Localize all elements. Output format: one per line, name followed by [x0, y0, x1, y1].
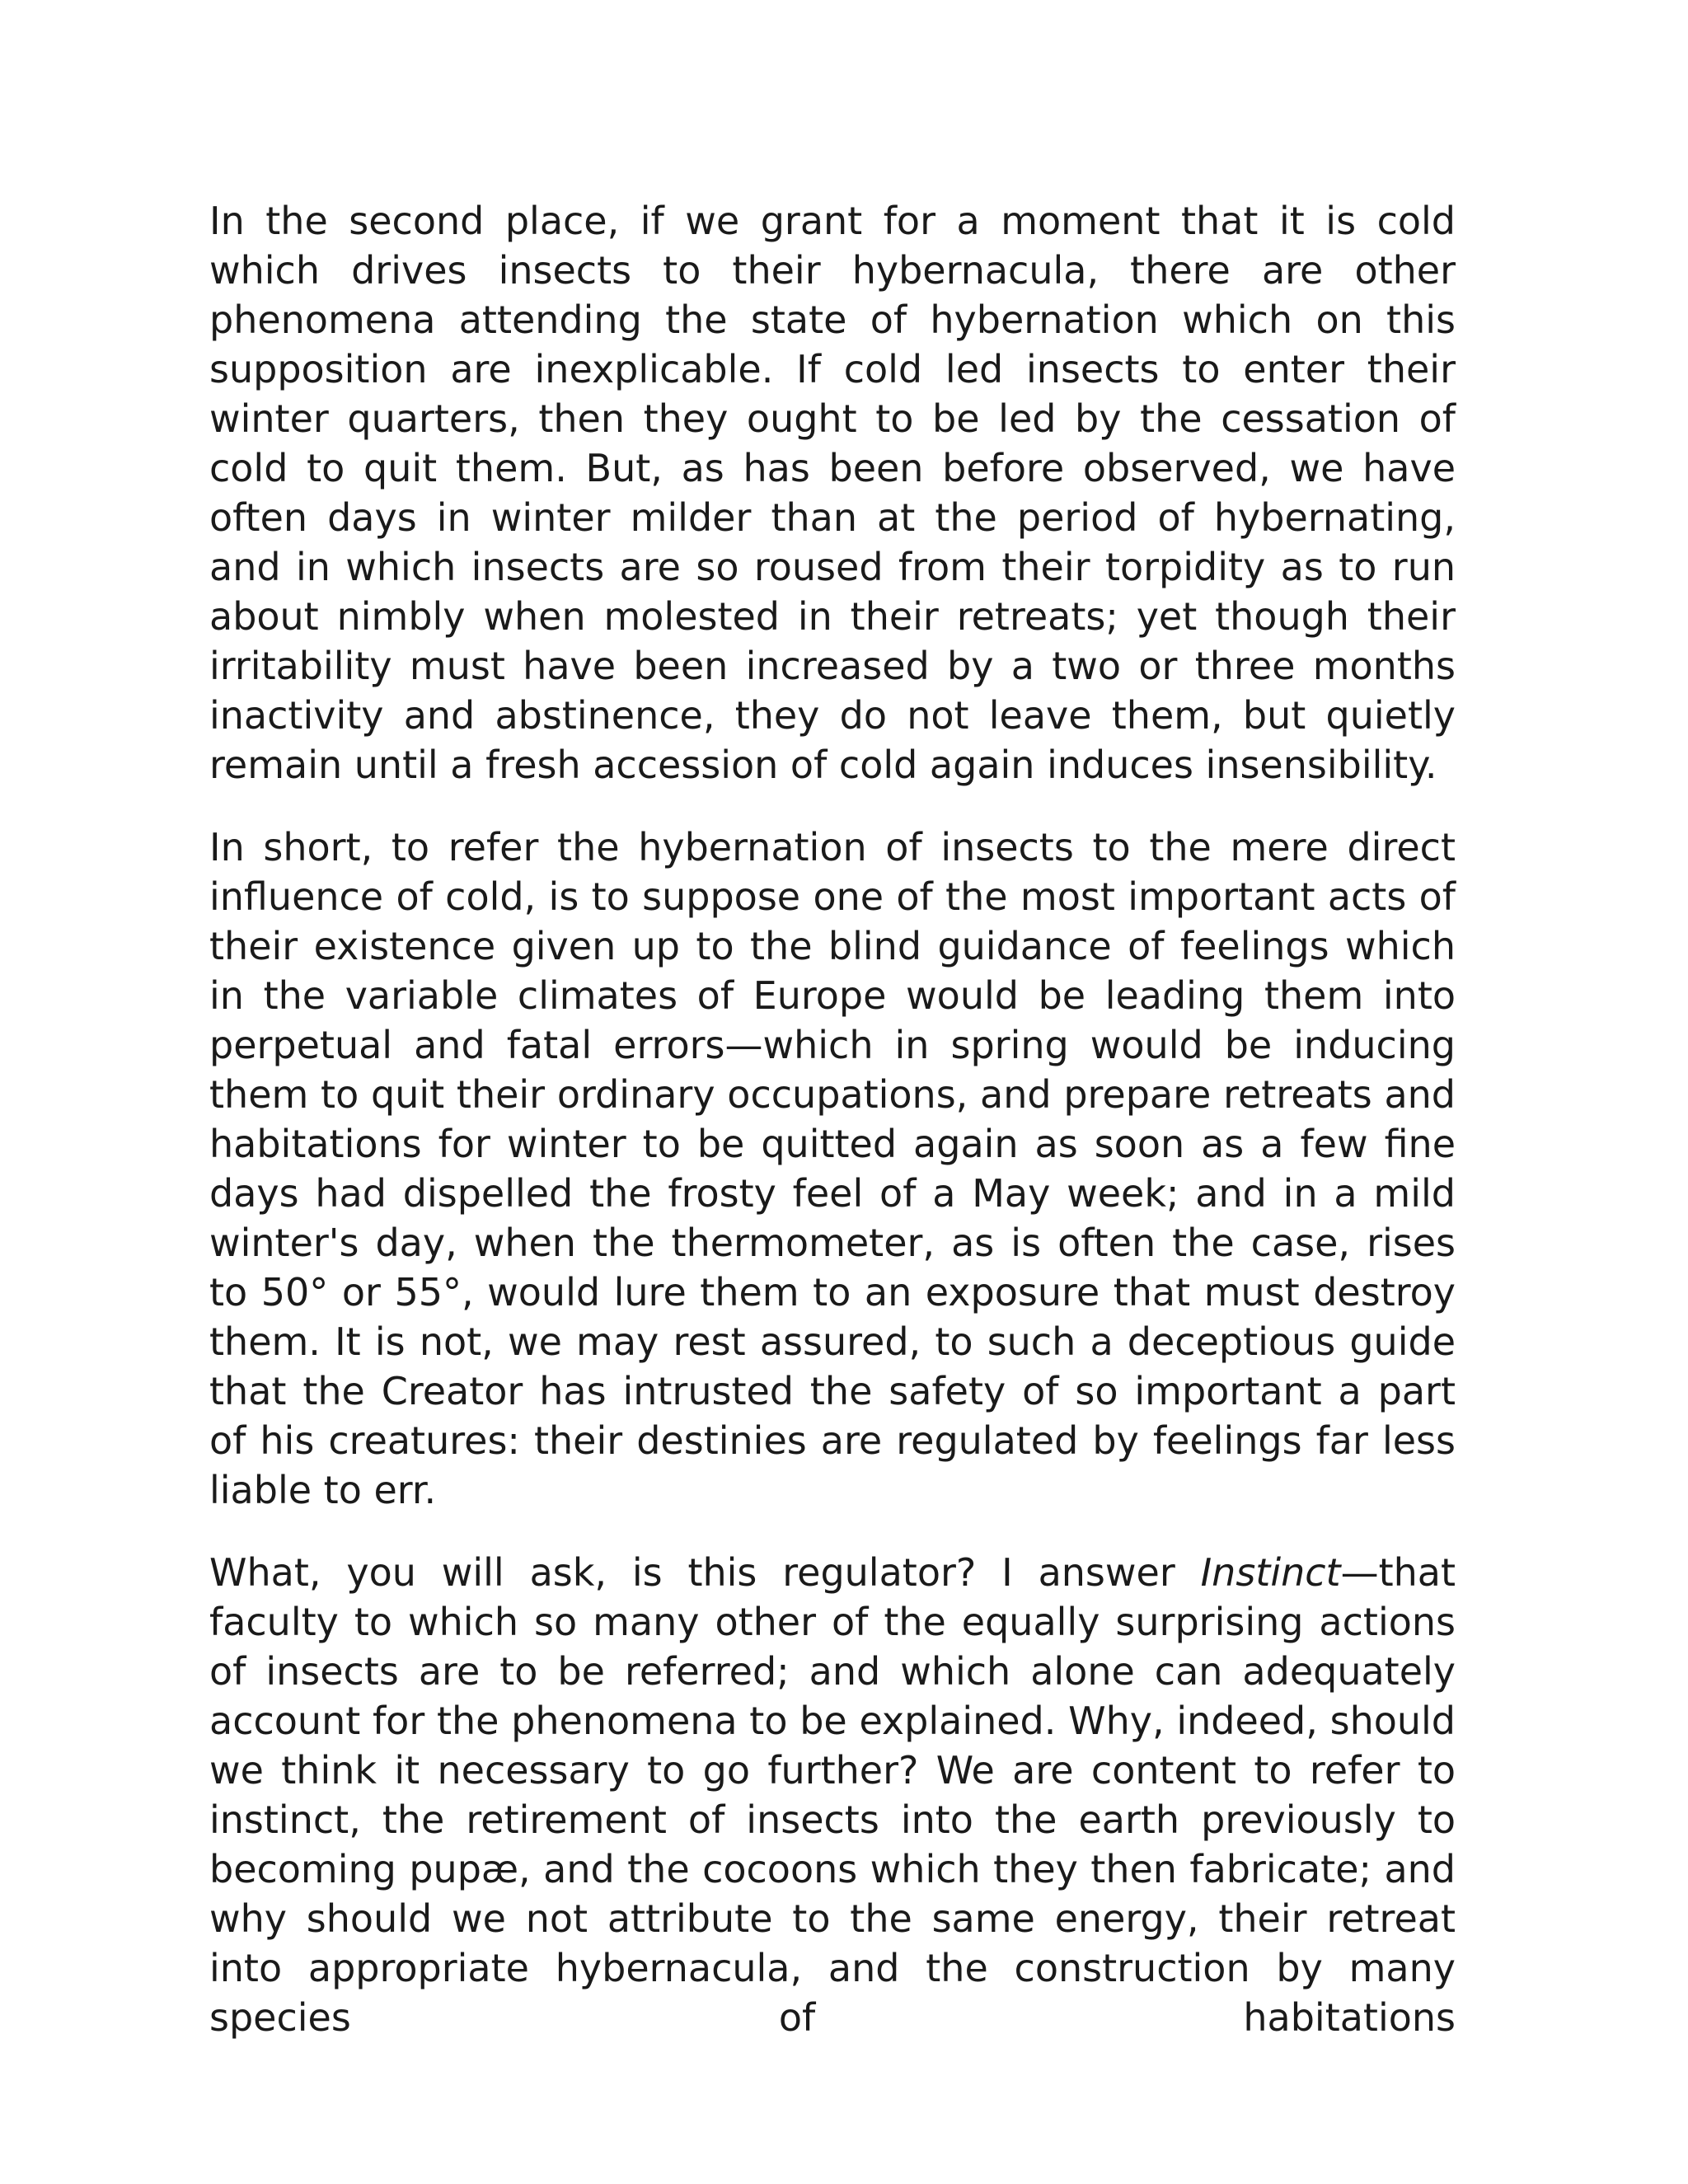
- paragraph-1: [209, 196, 1456, 790]
- paragraph-3-text-start: What, you will ask, is this regulator? I answer: [209, 1550, 1201, 1595]
- paragraph-2: [209, 823, 1456, 1515]
- paragraph-3: [209, 1548, 1456, 2042]
- instinct-emphasis: Instinct: [1200, 1550, 1341, 1595]
- document-page: [209, 196, 1456, 2042]
- paragraph-3-text-end: —that faculty to which so many other of the equally surprising actions of insects are to be referred; and which alone can adequately account for the phenomena to be explained. Why, indeed, should we think it necessary to go further? We are content to refer to instinct, the retirement of insects into the earth previously to becoming pupæ, and the cocoons which they then fabricate; and why should we not attribute to the same energy, their retreat into appropriate hybernacula, and the construction by many species of habitations: [209, 1550, 1456, 2040]
- paragraph-2-text: In short, to refer the hybernation of insects to the mere direct influence of cold, is to suppose one of the most important acts of their existence given up to the blind guidance of feelings which in the variable climates of Europe would be leading them into perpetual and fatal errors—which in spring would be inducing them to quit their ordinary occupations, and prepare retreats and habitations for winter to be quitted again as soon as a few fine days had dispelled the frosty feel of a May week; and in a mild winter's day, when the thermometer, as is often the case, rises to 50° or 55°, would lure them to an exposure that must destroy them. It is not, we may rest assured, to such a deceptious guide that the Creator has intrusted the safety of so important a part of his creatures: their destinies are regulated by feelings far less liable to err.: [209, 825, 1456, 1512]
- paragraph-1-text: In the second place, if we grant for a moment that it is cold which drives insects to their hybernacula, there are other phenomena attending the state of hybernation which on this supposition are inexplicable. If cold led insects to enter their winter quarters, then they ought to be led by the cessation of cold to quit them. But, as has been before observed, we have often days in winter milder than at the period of hybernating, and in which insects are so roused from their torpidity as to run about nimbly when molested in their retreats; yet though their irritability must have been increased by a two or three months inactivity and abstinence, they do not leave them, but quietly remain until a fresh accession of cold again induces insensibility.: [209, 199, 1456, 787]
